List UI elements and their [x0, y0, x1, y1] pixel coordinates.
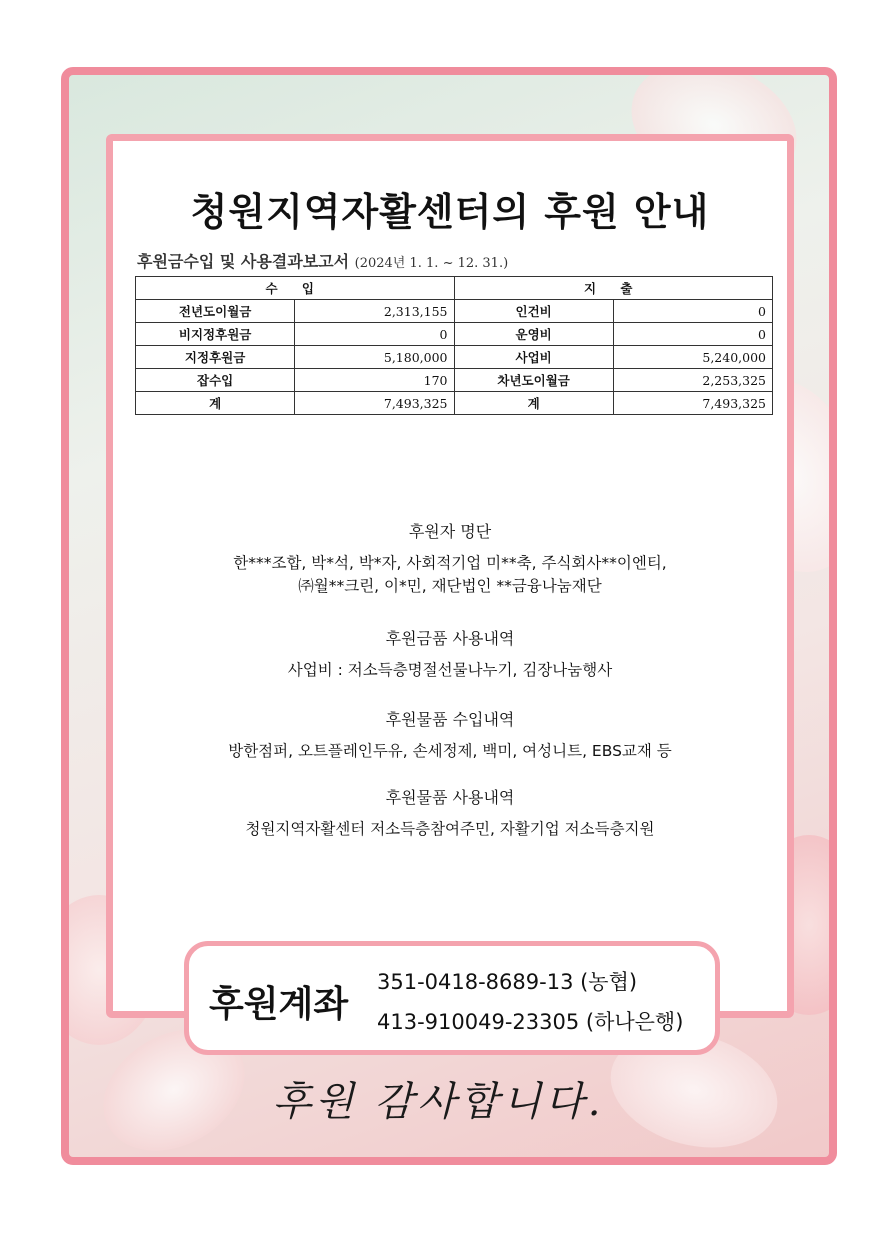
expense-value: 0 — [613, 300, 772, 323]
income-header: 수 입 — [136, 277, 455, 300]
fund-usage-heading: 후원금품 사용내역 — [385, 629, 515, 648]
account-number: 351-0418-8689-13 (농협) — [377, 970, 638, 994]
account-box — [184, 941, 720, 1055]
income-value: 170 — [295, 369, 454, 392]
account-label: 후원계좌 — [209, 984, 349, 1025]
goods-usage-heading: 후원물품 사용내역 — [385, 788, 515, 807]
content-card — [106, 134, 794, 1018]
donors-heading: 후원자 명단 — [408, 522, 492, 541]
table-header-row — [136, 277, 773, 300]
income-value: 5,180,000 — [295, 346, 454, 369]
donors-section — [113, 519, 787, 598]
donors-line: 한***조합, 박*석, 박*자, 사회적기업 미**축, 주식회사**이엔티, — [233, 554, 667, 572]
fund-usage-body: 사업비 : 저소득층명절선물나누기, 김장나눔행사 — [287, 661, 613, 679]
expense-value: 2,253,325 — [613, 369, 772, 392]
thanks-message: 후원 감사합니다. — [272, 1079, 605, 1125]
expense-label: 계 — [454, 392, 613, 415]
table-row — [136, 346, 773, 369]
page-title: 청원지역자활센터의 후원 안내 — [190, 190, 710, 234]
fund-usage-section — [113, 626, 787, 682]
expense-label: 인건비 — [454, 300, 613, 323]
report-title-text: 후원금수입 및 사용결과보고서 — [137, 252, 350, 271]
table-total-row — [136, 392, 773, 415]
table-row — [136, 300, 773, 323]
report-period: (2024년 1. 1. ~ 12. 31.) — [354, 256, 509, 271]
income-value: 0 — [295, 323, 454, 346]
goods-income-body: 방한점퍼, 오트플레인두유, 손세정제, 백미, 여성니트, EBS교재 등 — [228, 742, 672, 760]
report-title — [137, 249, 508, 272]
expense-label: 운영비 — [454, 323, 613, 346]
goods-income-section — [113, 707, 787, 763]
income-label: 계 — [136, 392, 295, 415]
income-value: 2,313,155 — [295, 300, 454, 323]
donors-line: ㈜월**크린, 이*민, 재단법인 **금융나눔재단 — [298, 577, 602, 595]
table-row — [136, 323, 773, 346]
expense-value: 7,493,325 — [613, 392, 772, 415]
income-label: 잡수입 — [136, 369, 295, 392]
goods-usage-body: 청원지역자활센터 저소득층참여주민, 자활기업 저소득층지원 — [245, 820, 655, 838]
income-label: 비지정후원금 — [136, 323, 295, 346]
goods-usage-section — [113, 785, 787, 841]
income-value: 7,493,325 — [295, 392, 454, 415]
report-table — [135, 276, 773, 415]
income-label: 전년도이월금 — [136, 300, 295, 323]
expense-value: 0 — [613, 323, 772, 346]
goods-income-heading: 후원물품 수입내역 — [385, 710, 515, 729]
expense-header: 지 출 — [454, 277, 773, 300]
account-number: 413-910049-23305 (하나은행) — [377, 1010, 684, 1034]
table-row — [136, 369, 773, 392]
expense-value: 5,240,000 — [613, 346, 772, 369]
expense-label: 차년도이월금 — [454, 369, 613, 392]
expense-label: 사업비 — [454, 346, 613, 369]
income-label: 지정후원금 — [136, 346, 295, 369]
